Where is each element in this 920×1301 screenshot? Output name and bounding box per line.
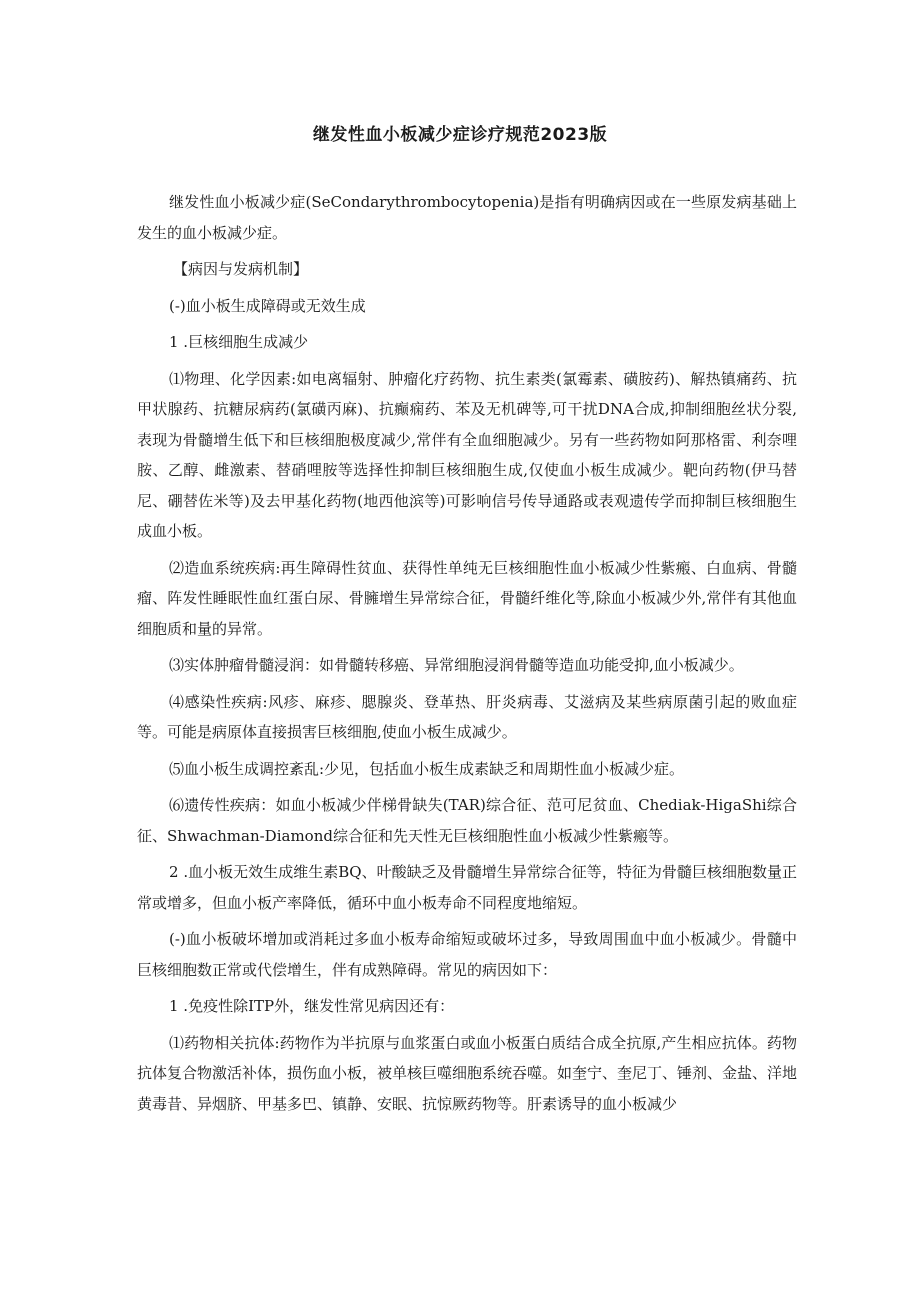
paragraph-hematopoietic-disease: ⑵造血系统疾病:再生障碍性贫血、获得性单纯无巨核细胞性血小板减少性紫瘢、白血病、骨髓瘤、阵发性睡眠性血红蛋白尿、骨臃增生异常综合征，骨髓纤维化等,除血小板减少外,常伴有其他血细胞质和量的异常。 [137,558,797,638]
item-heading-megakaryocyte: 1 .巨核细胞生成减少 [169,333,309,351]
paragraph-physical-chemical: ⑴物理、化学因素:如电离辐射、肿瘤化疗药物、抗生素类(氯霉素、磺胺药)、解热镇痛药、抗甲状腺药、抗糖尿病药(氯磺丙麻)、抗癫痫药、苯及无机碑等,可干扰DNA合成,抑制细胞丝状分裂,表现为骨髓增生低下和巨核细胞极度减少,常伴有全血细胞减少。另有一些药物如阿那格雷、利奈哩胺、乙醇、雌激素、替硝哩胺等选择性抑制巨核细胞生成,仅使血小板生成减少。靶向药物(伊马替尼、硼替佐米等)及去甲基化药物(地西他滨等)可影响信号传导通路或表观遗传学而抑制巨核细胞生成血小板。 [137,369,797,540]
subsection-heading-production: (-)血小板生成障碍或无效生成 [169,296,366,315]
section-heading-etiology: 【病因与发病机制】 [173,260,309,278]
paragraph-definition: 继发性血小板减少症(SeCondarythrombocytopenia)是指有明确病因或在一些原发病基础上发生的血小板减少症。 [137,193,797,242]
document-title: 继发性血小板减少症诊疗规范2023版 [312,125,608,145]
paragraph-infection: ⑷感染性疾病:风疹、麻疹、腮腺炎、登革热、肝炎病毒、艾滋病及某些病原菌引起的败血症等。可能是病原体直接损害巨核细胞,使血小板生成减少。 [137,692,797,741]
paragraph-regulation-disorder: ⑸血小板生成调控紊乱:少见，包括血小板生成素缺乏和周期性血小板减少症。 [169,759,685,778]
item-heading-immune: 1 .免疫性除ITP外，继发性常见病因还有： [169,997,455,1015]
paragraph-ineffective-production: 2 .血小板无效生成维生素BQ、叶酸缺乏及骨髓增生异常综合征等，特征为骨髓巨核细胞数量正常或增多，但血小板产率降低，循环中血小板寿命不同程度地缩短。 [137,863,797,912]
paragraph-tumor-infiltration: ⑶实体肿瘤骨髓浸润：如骨髓转移癌、异常细胞浸润骨髓等造血功能受抑,血小板减少。 [169,656,744,674]
document-body [137,187,797,1125]
paragraph-hereditary: ⑹遗传性疾病：如血小板减少伴梯骨缺失(TAR)综合征、范可尼贫血、Chediak-HigaShi综合征、Shwachman-Diamond综合征和先天性无巨核细胞性血小板减少性紫瘢等。 [137,796,797,845]
paragraph-destruction: (-)血小板破坏增加或消耗过多血小板寿命缩短或破坏过多，导致周围血中血小板减少。骨髓中巨核细胞数正常或代偿增生，伴有成熟障碍。常见的病因如下： [137,930,797,979]
paragraph-drug-antibody: ⑴药物相关抗体:药物作为半抗原与血浆蛋白或血小板蛋白质结合成全抗原,产生相应抗体。药物抗体复合物激活补体，损伤血小板，被单核巨噬细胞系统吞噬。如奎宁、奎尼丁、锤剂、金盐、洋地黄毒昔、异烟脐、甲基多巴、镇静、安眠、抗惊厥药物等。肝素诱导的血小板减少 [137,1033,798,1113]
